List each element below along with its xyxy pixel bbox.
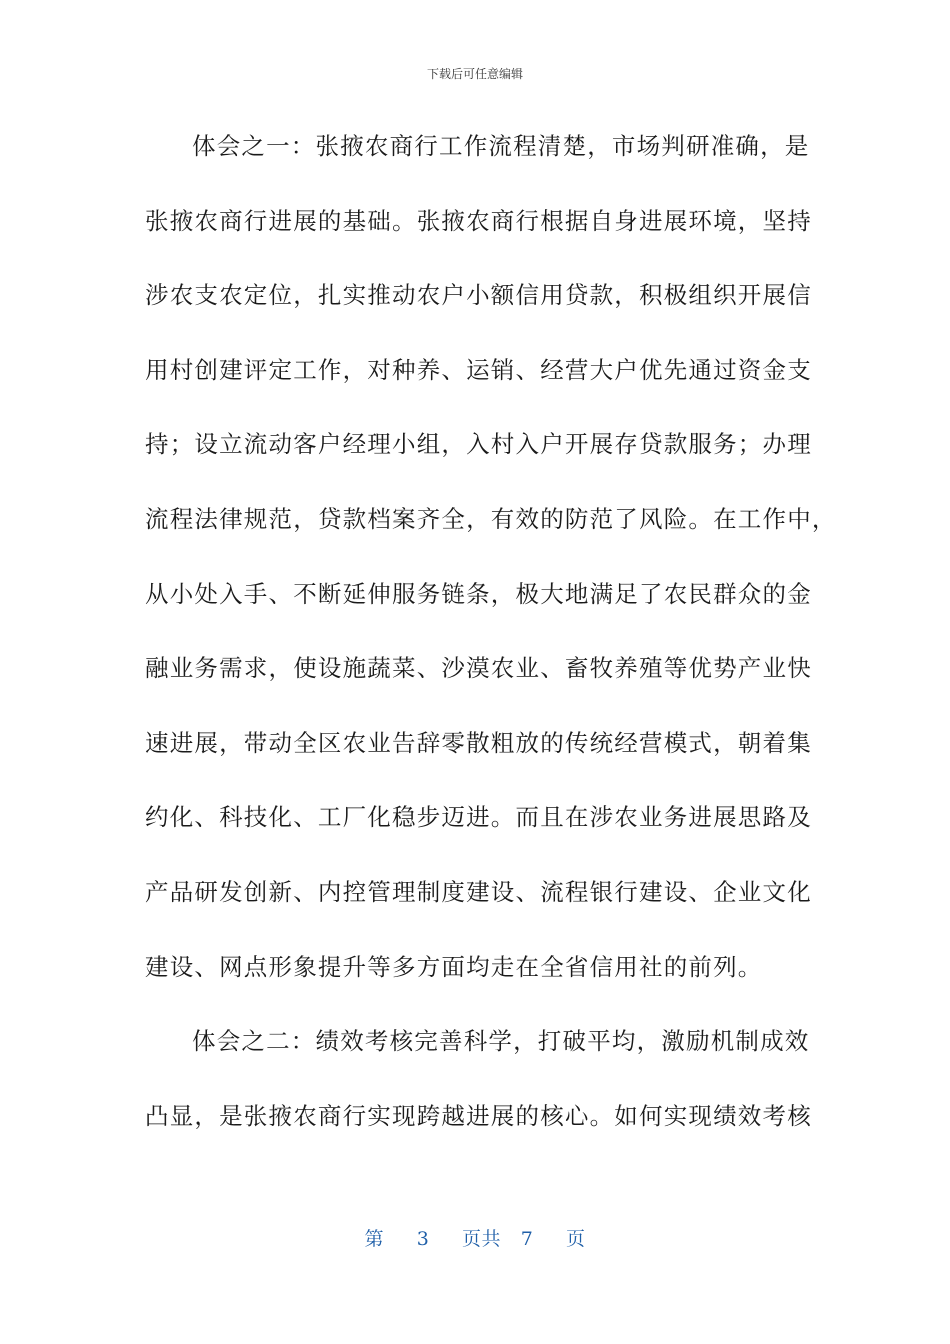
paragraph-1-line-1: 体会之一：张掖农商行工作流程清楚，市场判研准确，是 [192,132,810,160]
paragraph-1-line-10: 约化、科技化、工厂化稳步迈进。而且在涉农业务进展思路及 [145,803,812,832]
footer-prefix: 第 [364,1228,384,1250]
paragraph-1-line-7: 从小处入手、不断延伸服务链条，极大地满足了农民群众的金 [145,579,812,608]
paragraph-1-line-8: 融业务需求，使设施蔬菜、沙漠农业、畜牧养殖等优势产业快 [145,654,812,683]
paragraph-1-line-9: 速进展，带动全区农业告辞零散粗放的传统经营模式，朝着集 [145,728,812,757]
paragraph-1-line-6: 流程法律规范，贷款档案齐全，有效的防范了风险。在工作中， [145,504,837,533]
paragraph-2-line-2: 凸显，是张掖农商行实现跨越进展的核心。如何实现绩效考核 [145,1101,812,1130]
document-body [145,126,837,1170]
paragraph-1-line-5: 持；设立流动客户经理小组，入村入户开展存贷款服务；办理 [145,430,812,459]
page-number-footer [0,1226,950,1252]
header-note: 下载后可任意编辑 [426,67,523,81]
footer-suffix: 页 [566,1228,586,1250]
paragraph-1-line-3: 涉农支农定位，扎实推动农户小额信用贷款，积极组织开展信 [145,281,812,310]
current-page-number: 3 [416,1228,430,1250]
total-pages-number: 7 [520,1228,534,1250]
paragraph-1-line-11: 产品研发创新、内控管理制度建设、流程银行建设、企业文化 [145,877,812,906]
paragraph-2-line-1: 体会之二：绩效考核完善科学，打破平均，激励机制成效 [192,1027,810,1056]
footer-middle: 页共 [462,1228,502,1250]
paragraph-1-line-2: 张掖农商行进展的基础。张掖农商行根据自身进展环境，坚持 [145,206,812,235]
paragraph-1-line-12: 建设、网点形象提升等多方面均走在全省信用社的前列。 [145,952,763,981]
paragraph-1-line-4: 用村创建评定工作，对种养、运销、经营大户优先通过资金支 [145,355,812,384]
